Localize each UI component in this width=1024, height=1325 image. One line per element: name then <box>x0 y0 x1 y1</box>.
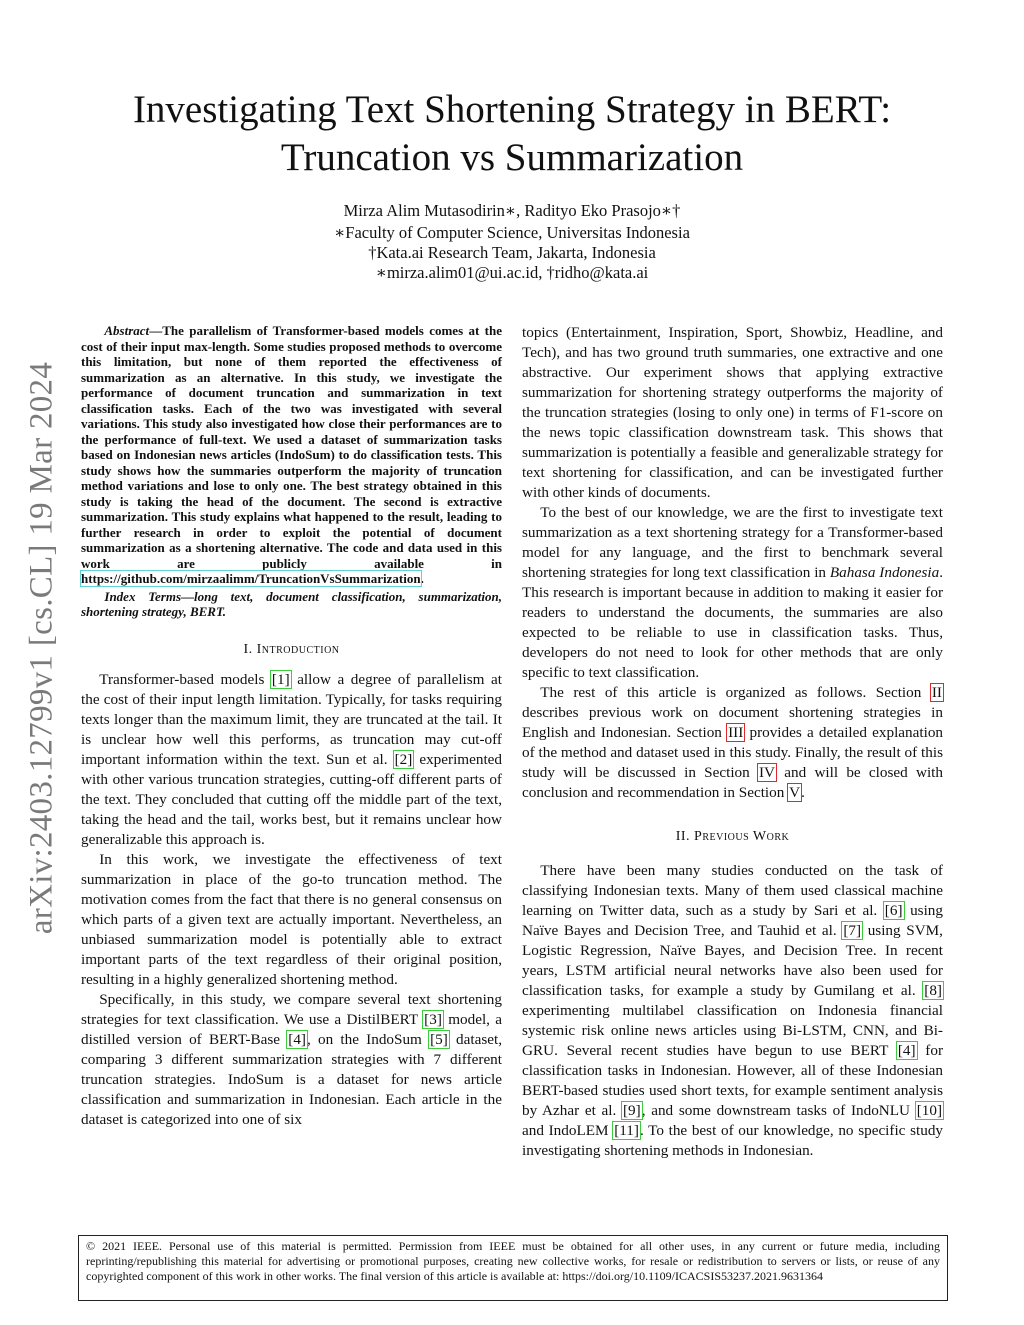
text-run: model, a distilled version of BERT-Base <box>81 1010 503 1048</box>
intro-paragraph-4: topics (Entertainment, Inspiration, Sport, Showbiz, Headline, and Tech), and has two ground truth summaries, one extractive and one abstractive. Our experiment shows that applying extractive summarization for shortening strategy outperforms the majority of the truncation strategies (losing to only one) in terms of F1-score on the news topic classification downstream task. This shows that summarization is potentially a feasible and generalizable strategy for text shortening for classification, and can be investigated further with other kinds of documents. <box>522 324 943 501</box>
title-line-2: Truncation vs Summarization <box>280 136 744 179</box>
intro-paragraph-1 <box>81 670 502 850</box>
citation-link[interactable]: [7] <box>843 922 862 939</box>
text-run: dataset, comparing 3 different summarization strategies with 7 different truncation strategies. IndoSum is a dataset for news article classification and summarization in Indonesian. Each article in the dataset is categorized into one of six <box>81 1030 502 1128</box>
index-terms <box>81 589 502 620</box>
text-run: experimented with other various truncation strategies, cutting-off different parts of the text. They concluded that cutting off the middle part of the text, taking the head and the tail, works best, but it remains unclear how generalizable this approach is. <box>81 750 502 848</box>
intro-paragraph-2: In this work, we investigate the effectiveness of text summarization in place of the go-to truncation method. The motivation comes from the fact that there is no general consensus on which parts of a given text are actually important. Nevertheless, an unbiased summarization model is potentially able to extract important parts of the text regardless of their original position, resulting in a highly generalized shortening method. <box>81 850 502 988</box>
text-run: . <box>801 784 805 801</box>
section-heading-previous-work: II. Previous Work <box>675 829 790 844</box>
text-run: The rest of this article is organized as follows. Section <box>540 684 931 701</box>
text-run: describes previous work on document shortening strategies in English and Indonesian. Section <box>522 704 943 741</box>
copyright-notice: © 2021 IEEE. Personal use of this material is permitted. Permission from IEEE must be obtained for all other uses, in any current or future media, including reprinting/republishing this material for advertising or promotional purposes, creating new collective works, for resale or redistribution to servers or lists, or reuse of any copyrighted component of this work in other works. The final version of this article is available at: https://doi.org/10.1109/ICACSIS53237.2021.9631364 <box>78 1235 948 1301</box>
text-run: using SVM, Logistic Regression, Naïve Bayes, and Decision Tree. In recent years, LSTM artificial neural networks have also been used for classification tasks, for example a study by Gumilang et al. <box>522 922 943 999</box>
title-line-1: Investigating Text Shortening Strategy in BERT: <box>132 88 892 131</box>
section-link[interactable]: III <box>728 724 744 741</box>
text-run: To the best of our knowledge, we are the first to investigate text summarization as a text shortening strategy for a Transformer-based model for any language, and the first to benchmark several shortening strategies for long text classification in <box>522 504 943 581</box>
citation-link[interactable]: [9] <box>622 1102 641 1119</box>
code-link[interactable]: https://github.com/mirzaalimm/TruncationVsSummarization <box>81 571 421 586</box>
section-link[interactable]: IV <box>758 764 776 781</box>
section-link[interactable]: V <box>789 784 801 801</box>
citation-link[interactable]: [11] <box>614 1122 639 1139</box>
author-names: Mirza Alim Mutasodirin∗, Radityo Eko Prasojo∗† <box>343 201 681 220</box>
affiliation-2: †Kata.ai Research Team, Jakarta, Indonesia <box>368 243 656 262</box>
author-block <box>60 201 964 283</box>
text-run: Transformer-based models <box>99 670 271 688</box>
citation-link[interactable]: [6] <box>884 902 903 919</box>
citation-link[interactable]: [5] <box>430 1030 448 1048</box>
text-run: for classification tasks in Indonesian. However, all of these Indonesian BERT-based studies used short texts, for example sentiment analysis by Azhar et al. <box>522 1042 943 1119</box>
text-run: experimenting multilabel classification on Indonesia financial systemic risk online news articles using Bi-LSTM, CNN, and Bi-GRU. Several recent studies have begun to use BERT <box>522 1002 943 1059</box>
citation-link[interactable]: [3] <box>424 1010 442 1028</box>
abstract <box>81 323 502 587</box>
text-run: allow a degree of parallelism at the cost of their input length limitation. Typically, for tasks requiring texts longer than the maximum limit, they are truncated at the tail. It is unclear how well this performs, as truncation may cut-off important information within the text. Sun et al. <box>81 670 502 768</box>
text-run: Specifically, in this study, we compare several text shortening strategies for text classification. We use a DistilBERT <box>81 990 502 1028</box>
intro-paragraph-3 <box>81 990 502 1130</box>
index-terms-label: Index Terms <box>104 588 181 604</box>
text-run: using Naïve Bayes and Decision Tree, and Tauhid et al. <box>522 902 943 939</box>
abstract-text: —The parallelism of Transformer-based models comes at the cost of their input max-length. Some studies proposed methods to overcome this limitation, but none of them reported the effectiveness of summarization as an alternative. In this study, we investigate the performance of document truncation and summarization in text classification tasks. Each of the two was investigated with several variations. This study also investigated how close their performances are to the performance of full-text. We used a dataset of summarization tasks based on Indonesian news articles (IndoSum) to do classification tests. This study shows how the summaries outperform the majority of truncation method variations and lose to only one. The best strategy obtained in this study is taking the head of the document. The second is extractive summarization. This study explains what happened to the result, leading to further research in order to exploit the potential of document summarization as a shortening alternative. The code and data used in this work are publicly available in <box>81 323 502 571</box>
right-column <box>522 323 943 1161</box>
citation-link[interactable]: [1] <box>271 670 290 688</box>
text-run: There have been many studies conducted on the task of classifying Indonesian texts. Many of them used classical machine learning on Twitter data, such as a study by Sari et al. <box>522 862 943 919</box>
arxiv-stamp: arXiv:2403.12799v1 [cs.CL] 19 Mar 2024 <box>23 361 60 935</box>
text-run: . To the best of our knowledge, no specific study investigating shortening methods in Indonesian. <box>522 1122 944 1159</box>
intro-paragraph-6 <box>522 683 943 803</box>
citation-link[interactable]: [2] <box>394 750 413 768</box>
section-link[interactable]: II <box>931 684 942 701</box>
citation-link[interactable]: [4] <box>897 1042 916 1059</box>
affiliation-1: ∗Faculty of Computer Science, Universitas Indonesia <box>334 223 690 242</box>
author-emails: ∗mirza.alim01@ui.ac.id, †ridho@kata.ai <box>375 263 649 282</box>
citation-link[interactable]: [4] <box>288 1030 306 1048</box>
left-column <box>81 323 502 1130</box>
paper-title <box>60 86 964 182</box>
index-terms-text: —long text, document classification, summarization, shortening strategy, BERT. <box>81 588 502 619</box>
text-run: provides a detailed explanation of the method and dataset used in this study. Finally, the result of this study will be discussed in Section <box>522 724 944 781</box>
text-run: , and some downstream tasks of IndoNLU <box>641 1102 916 1119</box>
section-heading-introduction: I. Introduction <box>243 641 340 657</box>
previous-work-paragraph <box>522 861 943 1161</box>
emphasis-text: Bahasa Indonesia <box>829 564 940 581</box>
abstract-end: . <box>420 571 424 586</box>
text-run: and IndoLEM <box>522 1122 614 1139</box>
abstract-label: Abstract <box>104 323 150 338</box>
citation-link[interactable]: [10] <box>916 1102 943 1119</box>
text-run: and will be closed with conclusion and recommendation in Section <box>522 764 943 801</box>
text-run: . This research is important because in addition to making it easier for readers to understand the documents, the summaries are also expected to be reliable to use in classification tasks. Thus, developers do not need to look for other methods that are only specific to text classification. <box>522 564 943 681</box>
text-run: , on the IndoSum <box>306 1030 430 1048</box>
intro-paragraph-5 <box>522 503 943 683</box>
citation-link[interactable]: [8] <box>924 982 942 999</box>
